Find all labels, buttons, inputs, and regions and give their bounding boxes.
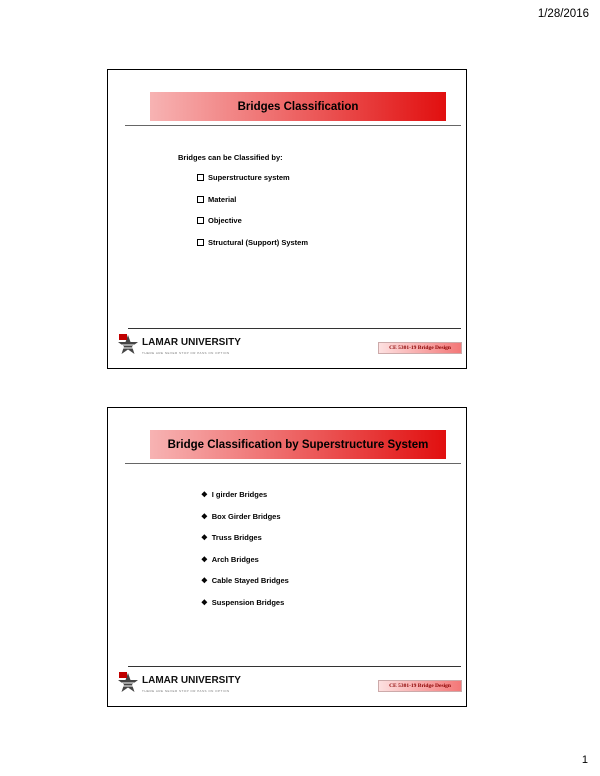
slide-title: Bridge Classification by Superstructure System bbox=[150, 430, 446, 459]
list-item: ❖ I girder Bridges bbox=[201, 490, 268, 499]
diamond-bullet-icon: ❖ bbox=[201, 511, 208, 521]
star-logo-icon bbox=[116, 334, 140, 356]
lamar-university-logo bbox=[116, 670, 256, 700]
bridge-types-list bbox=[201, 490, 289, 619]
checkbox-bullet-icon bbox=[197, 217, 204, 224]
lamar-university-logo bbox=[116, 332, 256, 362]
title-divider bbox=[125, 125, 461, 126]
footer-divider bbox=[128, 328, 461, 329]
list-item: ❖ Box Girder Bridges bbox=[201, 511, 281, 521]
list-item: Objective bbox=[197, 216, 308, 238]
logo-tagline: THERE ARE NEVER STOP OR PASS ON OPTION bbox=[142, 689, 230, 693]
list-item: Material bbox=[197, 195, 308, 217]
logo-text: LAMAR UNIVERSITY bbox=[142, 675, 241, 686]
list-item: Superstructure system bbox=[197, 173, 308, 195]
course-badge: CE 5301-19 Bridge Design bbox=[378, 342, 462, 354]
list-item: Structural (Support) System bbox=[197, 238, 308, 260]
slide-intro: Bridges can be Classified by: bbox=[178, 153, 283, 162]
logo-tagline: THERE ARE NEVER STOP OR PASS ON OPTION bbox=[142, 351, 230, 355]
list-item: ❖ Suspension Bridges bbox=[201, 597, 285, 607]
course-badge: CE 5301-19 Bridge Design bbox=[378, 680, 462, 692]
diamond-bullet-icon: ❖ bbox=[201, 554, 208, 564]
slide-superstructure-system bbox=[107, 407, 467, 707]
logo-text: LAMAR UNIVERSITY bbox=[142, 337, 241, 348]
title-divider bbox=[125, 463, 461, 464]
checkbox-bullet-icon bbox=[197, 239, 204, 246]
classification-list bbox=[197, 173, 308, 259]
diamond-bullet-icon: ❖ bbox=[201, 576, 208, 585]
diamond-bullet-icon: ❖ bbox=[201, 597, 208, 607]
star-logo-icon bbox=[116, 672, 140, 694]
checkbox-bullet-icon bbox=[197, 174, 204, 181]
diamond-bullet-icon: ❖ bbox=[201, 533, 208, 542]
slide-title: Bridges Classification bbox=[150, 92, 446, 121]
list-item: ❖ Arch Bridges bbox=[201, 554, 259, 564]
list-item: ❖ Cable Stayed Bridges bbox=[201, 576, 289, 585]
diamond-bullet-icon: ❖ bbox=[201, 490, 208, 499]
checkbox-bullet-icon bbox=[197, 196, 204, 203]
slide-bridges-classification bbox=[107, 69, 467, 369]
list-item: ❖ Truss Bridges bbox=[201, 533, 262, 542]
footer-divider bbox=[128, 666, 461, 667]
page-date: 1/28/2016 bbox=[537, 8, 589, 20]
page-number: 1 bbox=[581, 754, 588, 766]
